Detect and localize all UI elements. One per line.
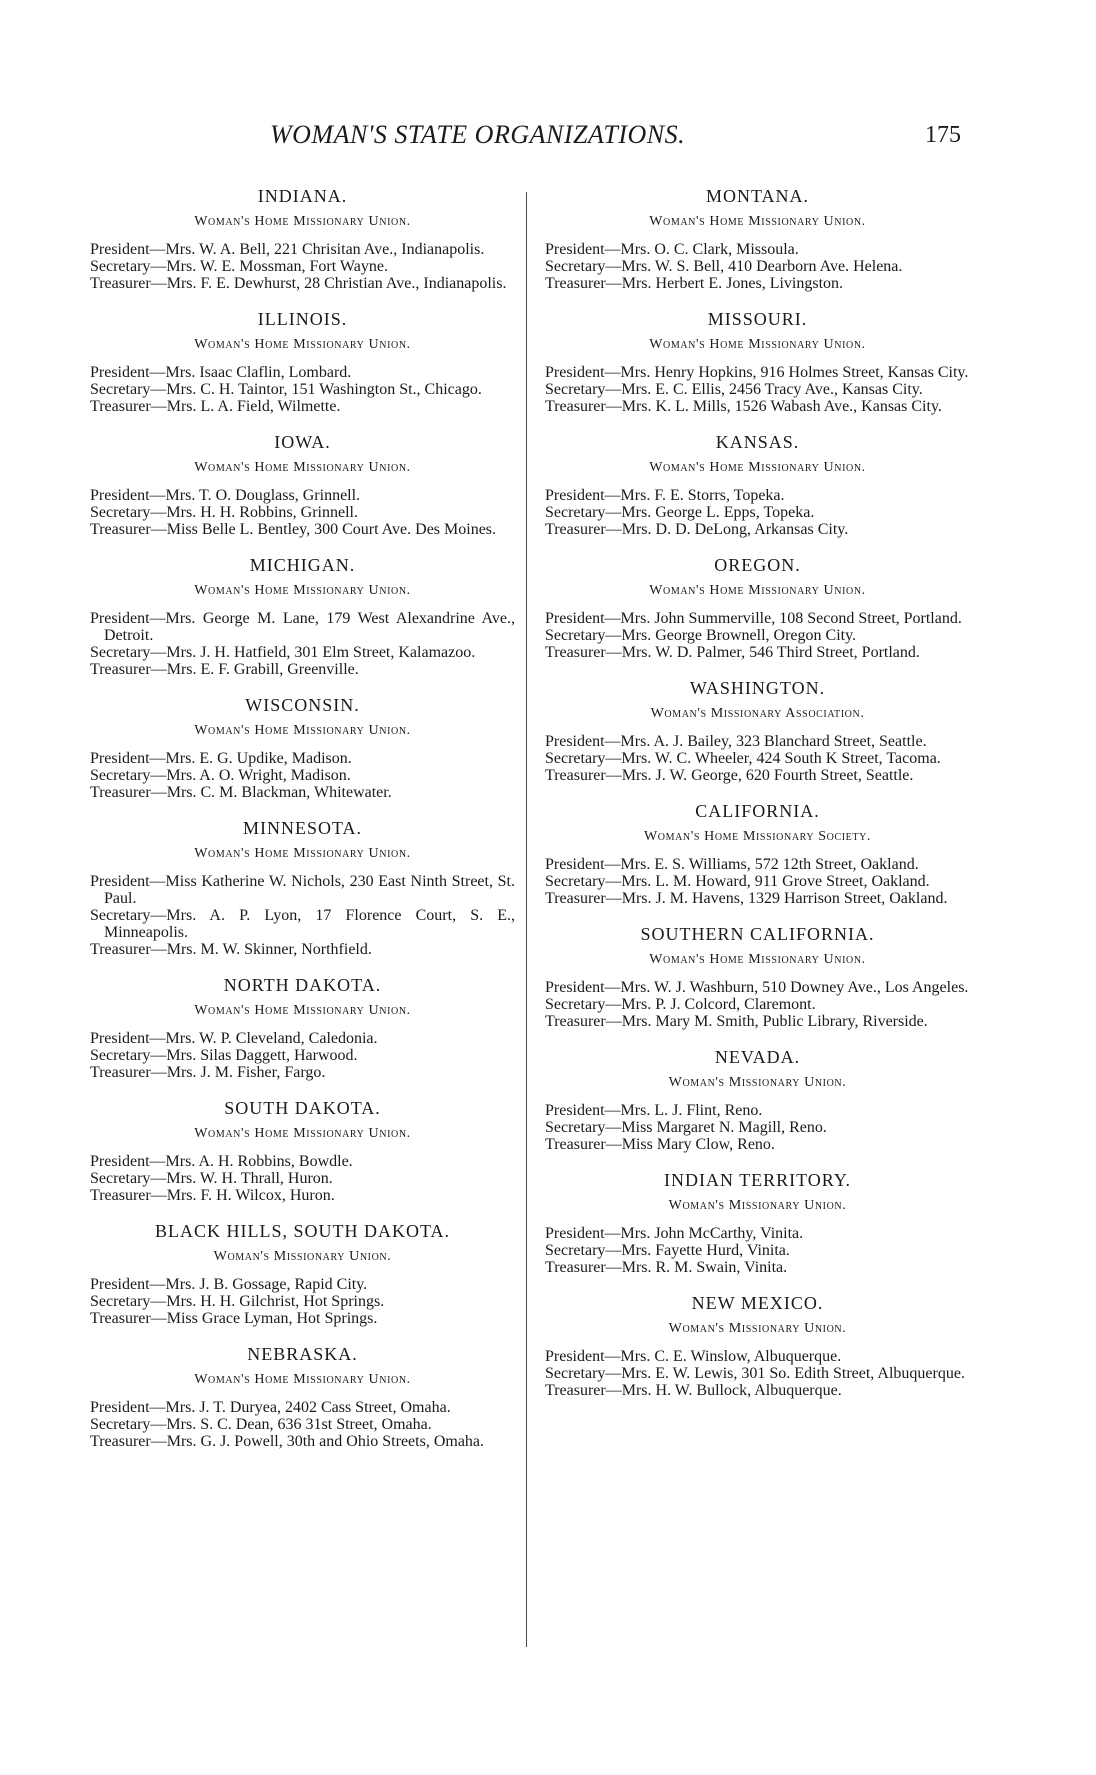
org-entry-minnesota <box>90 817 515 958</box>
society-name: Woman's Home Missionary Union. <box>194 337 411 352</box>
officer-treasurer: Treasurer—Mrs. E. F. Grabill, Greenville. <box>90 661 359 678</box>
state-heading: NEBRASKA. <box>247 1344 358 1364</box>
org-entry-indian-territory <box>545 1169 970 1276</box>
officer-secretary: Secretary—Mrs. A. O. Wright, Madison. <box>90 767 351 784</box>
society-name: Woman's Home Missionary Union. <box>649 337 866 352</box>
society-name: Woman's Home Missionary Union. <box>194 214 411 229</box>
officer-secretary: Secretary—Mrs. P. J. Colcord, Claremont. <box>545 996 816 1013</box>
society-name: Woman's Home Missionary Union. <box>194 723 411 738</box>
officer-president: President—Mrs. A. J. Bailey, 323 Blanchard Street, Seattle. <box>545 733 927 750</box>
officer-secretary: Secretary—Mrs. Silas Daggett, Harwood. <box>90 1047 358 1064</box>
officer-president: President—Mrs. W. P. Cleveland, Caledonia. <box>90 1030 378 1047</box>
officer-secretary: Secretary—Mrs. H. H. Robbins, Grinnell. <box>90 504 358 521</box>
officer-treasurer: Treasurer—Mrs. J. M. Fisher, Fargo. <box>90 1064 326 1081</box>
officer-secretary: Secretary—Mrs. Fayette Hurd, Vinita. <box>545 1242 790 1259</box>
officer-president: President—Mrs. O. C. Clark, Missoula. <box>545 241 799 258</box>
officer-treasurer: Treasurer—Mrs. R. M. Swain, Vinita. <box>545 1259 788 1276</box>
org-entry-oregon <box>545 554 970 661</box>
officer-secretary: Secretary—Mrs. W. C. Wheeler, 424 South K Street, Tacoma. <box>545 750 941 767</box>
officer-secretary: Secretary—Mrs. George L. Epps, Topeka. <box>545 504 815 521</box>
society-name: Woman's Home Missionary Union. <box>649 583 866 598</box>
society-name: Woman's Home Missionary Union. <box>194 1003 411 1018</box>
officer-secretary: Secretary—Miss Margaret N. Magill, Reno. <box>545 1119 827 1136</box>
state-heading: SOUTH DAKOTA. <box>224 1098 381 1118</box>
org-entry-washington <box>545 677 970 784</box>
org-entry-michigan <box>90 554 515 678</box>
society-name: Woman's Home Missionary Society. <box>643 829 872 844</box>
officer-secretary: Secretary—Mrs. H. H. Gilchrist, Hot Springs. <box>90 1293 385 1310</box>
officer-president: President—Mrs. George M. Lane, 179 West Alexandrine Ave., Detroit. <box>90 610 515 644</box>
state-heading: OREGON. <box>714 555 801 575</box>
officer-treasurer: Treasurer—Mrs. H. W. Bullock, Albuquerque. <box>545 1382 842 1399</box>
state-heading: CALIFORNIA. <box>695 801 820 821</box>
left-column <box>90 185 515 1450</box>
org-entry-iowa <box>90 431 515 538</box>
state-heading: INDIANA. <box>257 186 348 206</box>
running-title: WOMAN'S STATE ORGANIZATIONS. <box>270 120 686 149</box>
society-name: Woman's Missionary Union. <box>668 1198 847 1213</box>
officer-treasurer: Treasurer—Mrs. C. M. Blackman, Whitewater. <box>90 784 392 801</box>
state-heading: NORTH DAKOTA. <box>223 975 382 995</box>
officer-president: President—Mrs. T. O. Douglass, Grinnell. <box>90 487 361 504</box>
state-heading: INDIAN TERRITORY. <box>663 1170 851 1190</box>
officer-secretary: Secretary—Mrs. C. H. Taintor, 151 Washington St., Chicago. <box>90 381 482 398</box>
officer-secretary: Secretary—Mrs. W. S. Bell, 410 Dearborn Ave. Helena. <box>545 258 903 275</box>
officer-treasurer: Treasurer—Mrs. W. D. Palmer, 546 Third Street, Portland. <box>545 644 920 661</box>
officer-president: President—Mrs. John Summerville, 108 Second Street, Portland. <box>545 610 962 627</box>
officer-president: President—Mrs. E. S. Williams, 572 12th Street, Oakland. <box>545 856 919 873</box>
org-entry-black-hills <box>90 1220 515 1327</box>
state-heading: IOWA. <box>274 432 331 452</box>
state-heading: MISSOURI. <box>707 309 808 329</box>
officer-president: President—Mrs. L. J. Flint, Reno. <box>545 1102 763 1119</box>
officer-president: President—Mrs. Henry Hopkins, 916 Holmes Street, Kansas City. <box>545 364 969 381</box>
org-entry-kansas <box>545 431 970 538</box>
org-entry-south-dakota <box>90 1097 515 1204</box>
state-heading: MICHIGAN. <box>249 555 356 575</box>
state-heading: WASHINGTON. <box>689 678 826 698</box>
officer-treasurer: Treasurer—Mrs. J. M. Havens, 1329 Harrison Street, Oakland. <box>545 890 948 907</box>
officer-treasurer: Treasurer—Mrs. D. D. DeLong, Arkansas City. <box>545 521 849 538</box>
state-heading: NEW MEXICO. <box>691 1293 824 1313</box>
officer-treasurer: Treasurer—Mrs. Herbert E. Jones, Livingston. <box>545 275 844 292</box>
officer-treasurer: Treasurer—Mrs. J. W. George, 620 Fourth Street, Seattle. <box>545 767 914 784</box>
officer-treasurer: Treasurer—Mrs. K. L. Mills, 1526 Wabash Ave., Kansas City. <box>545 398 942 415</box>
officer-treasurer: Treasurer—Mrs. L. A. Field, Wilmette. <box>90 398 341 415</box>
state-heading: MONTANA. <box>705 186 810 206</box>
officer-treasurer: Treasurer—Miss Grace Lyman, Hot Springs. <box>90 1310 378 1327</box>
officer-treasurer: Treasurer—Mrs. F. H. Wilcox, Huron. <box>90 1187 335 1204</box>
officer-secretary: Secretary—Mrs. S. C. Dean, 636 31st Street, Omaha. <box>90 1416 432 1433</box>
state-heading: NEVADA. <box>714 1047 801 1067</box>
society-name: Woman's Missionary Union. <box>668 1075 847 1090</box>
org-entry-california <box>545 800 970 907</box>
org-entry-southern-california <box>545 923 970 1030</box>
society-name: Woman's Home Missionary Union. <box>649 214 866 229</box>
org-entry-north-dakota <box>90 974 515 1081</box>
society-name: Woman's Home Missionary Union. <box>194 1126 411 1141</box>
officer-president: President—Miss Katherine W. Nichols, 230 East Ninth Street, St. Paul. <box>90 873 515 907</box>
officer-president: President—Mrs. John McCarthy, Vinita. <box>545 1225 804 1242</box>
officer-president: President—Mrs. F. E. Storrs, Topeka. <box>545 487 785 504</box>
society-name: Woman's Home Missionary Union. <box>194 846 411 861</box>
org-entry-montana <box>545 185 970 292</box>
officer-president: President—Mrs. E. G. Updike, Madison. <box>90 750 352 767</box>
page-header <box>0 120 1096 160</box>
society-name: Woman's Missionary Union. <box>668 1321 847 1336</box>
officer-secretary: Secretary—Mrs. E. W. Lewis, 301 So. Edith Street, Albuquerque. <box>545 1365 965 1382</box>
state-heading: WISCONSIN. <box>245 695 360 715</box>
officer-secretary: Secretary—Mrs. J. H. Hatfield, 301 Elm Street, Kalamazoo. <box>90 644 476 661</box>
officer-president: President—Mrs. W. A. Bell, 221 Chrisitan Ave., Indianapolis. <box>90 241 485 258</box>
state-heading: MINNESOTA. <box>242 818 363 838</box>
officer-president: President—Mrs. W. J. Washburn, 510 Downey Ave., Los Angeles. <box>545 979 969 996</box>
officer-president: President—Mrs. J. B. Gossage, Rapid City. <box>90 1276 368 1293</box>
officer-president: President—Mrs. Isaac Claflin, Lombard. <box>90 364 352 381</box>
officer-treasurer: Treasurer—Mrs. G. J. Powell, 30th and Ohio Streets, Omaha. <box>90 1433 485 1450</box>
right-column <box>545 185 970 1399</box>
officer-president: President—Mrs. A. H. Robbins, Bowdle. <box>90 1153 353 1170</box>
society-name: Woman's Home Missionary Union. <box>194 1372 411 1387</box>
society-name: Woman's Missionary Union. <box>213 1249 392 1264</box>
officer-secretary: Secretary—Mrs. George Brownell, Oregon City. <box>545 627 857 644</box>
society-name: Woman's Home Missionary Union. <box>649 460 866 475</box>
officer-treasurer: Treasurer—Miss Belle L. Bentley, 300 Court Ave. Des Moines. <box>90 521 497 538</box>
officer-secretary: Secretary—Mrs. A. P. Lyon, 17 Florence Court, S. E., Minneapolis. <box>90 907 515 941</box>
officer-treasurer: Treasurer—Miss Mary Clow, Reno. <box>545 1136 775 1153</box>
officer-secretary: Secretary—Mrs. E. C. Ellis, 2456 Tracy Ave., Kansas City. <box>545 381 923 398</box>
org-entry-illinois <box>90 308 515 415</box>
org-entry-nebraska <box>90 1343 515 1450</box>
officer-treasurer: Treasurer—Mrs. F. E. Dewhurst, 28 Christian Ave., Indianapolis. <box>90 275 507 292</box>
officer-treasurer: Treasurer—Mrs. Mary M. Smith, Public Library, Riverside. <box>545 1013 928 1030</box>
society-name: Woman's Home Missionary Union. <box>649 952 866 967</box>
column-divider <box>526 192 527 1647</box>
org-entry-missouri <box>545 308 970 415</box>
officer-treasurer: Treasurer—Mrs. M. W. Skinner, Northfield. <box>90 941 372 958</box>
org-entry-wisconsin <box>90 694 515 801</box>
officer-president: President—Mrs. J. T. Duryea, 2402 Cass Street, Omaha. <box>90 1399 451 1416</box>
org-entry-nevada <box>545 1046 970 1153</box>
officer-president: President—Mrs. C. E. Winslow, Albuquerque. <box>545 1348 842 1365</box>
page-number: 175 <box>925 122 961 148</box>
state-heading: ILLINOIS. <box>257 309 348 329</box>
society-name: Woman's Home Missionary Union. <box>194 460 411 475</box>
officer-secretary: Secretary—Mrs. L. M. Howard, 911 Grove Street, Oakland. <box>545 873 930 890</box>
society-name: Woman's Missionary Association. <box>650 706 865 721</box>
society-name: Woman's Home Missionary Union. <box>194 583 411 598</box>
org-entry-indiana <box>90 185 515 292</box>
state-heading: SOUTHERN CALIFORNIA. <box>640 924 875 944</box>
org-entry-new-mexico <box>545 1292 970 1399</box>
state-heading: BLACK HILLS, SOUTH DAKOTA. <box>154 1221 451 1241</box>
state-heading: KANSAS. <box>715 432 800 452</box>
officer-secretary: Secretary—Mrs. W. E. Mossman, Fort Wayne. <box>90 258 388 275</box>
officer-secretary: Secretary—Mrs. W. H. Thrall, Huron. <box>90 1170 333 1187</box>
